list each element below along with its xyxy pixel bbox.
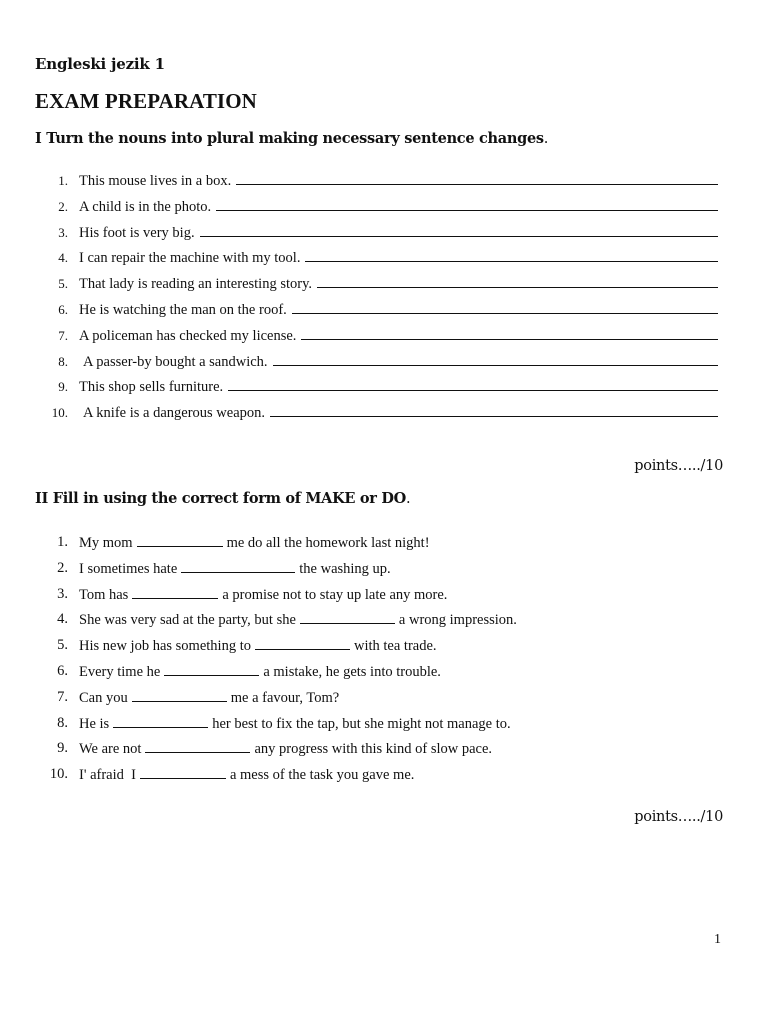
item-text-after: a mistake, he gets into trouble.	[263, 663, 441, 680]
item-text: A passer-by bought a sandwich.	[83, 353, 268, 370]
item-number: 4.	[57, 611, 68, 628]
list-item	[0, 248, 768, 274]
item-number: 5.	[57, 637, 68, 654]
section2-instruction	[35, 490, 410, 507]
item-sentence	[79, 739, 718, 758]
answer-line[interactable]	[270, 403, 718, 417]
item-text-before: Can you	[79, 689, 128, 706]
item-sentence	[79, 197, 718, 216]
section1-list	[0, 171, 768, 429]
item-sentence	[79, 688, 718, 707]
answer-line[interactable]	[216, 197, 718, 211]
item-sentence	[79, 274, 718, 293]
answer-blank[interactable]	[132, 688, 227, 702]
item-text: That lady is reading an interesting story.	[79, 276, 313, 293]
list-item	[0, 688, 768, 714]
item-sentence	[79, 585, 718, 604]
item-text: His foot is very big.	[79, 224, 195, 241]
item-text-after: a wrong impression.	[398, 612, 517, 629]
item-text-before: His new job has something to	[79, 638, 251, 655]
list-item	[0, 765, 768, 791]
item-number: 10.	[49, 766, 68, 783]
item-text-after: a promise not to stay up late any more.	[222, 586, 448, 603]
item-sentence	[79, 636, 718, 655]
item-text-before: My mom	[79, 535, 133, 551]
item-sentence	[79, 223, 718, 242]
list-item	[0, 636, 768, 662]
answer-blank[interactable]	[164, 662, 259, 676]
item-sentence	[79, 610, 718, 629]
item-text: A child is in the photo.	[79, 198, 212, 215]
item-number: 7.	[58, 327, 68, 343]
list-item	[0, 326, 768, 352]
list-item	[0, 403, 768, 429]
section1-instruction-text: I Turn the nouns into plural making necessary sentence changes	[35, 130, 544, 147]
answer-line[interactable]	[236, 171, 718, 185]
answer-blank[interactable]	[113, 714, 208, 728]
item-text: This shop sells furniture.	[79, 379, 224, 396]
item-sentence	[79, 533, 718, 552]
item-number: 9.	[58, 379, 68, 395]
item-text-before: He is	[79, 715, 110, 732]
item-number: 1.	[57, 534, 68, 550]
answer-blank[interactable]	[140, 765, 226, 779]
item-text: A policeman has checked my license.	[79, 327, 297, 344]
item-number: 1.	[58, 173, 68, 188]
course-name: Engleski jezik 1	[35, 55, 165, 73]
answer-line[interactable]	[317, 274, 718, 288]
section2-points: points…../10	[634, 809, 723, 825]
page-number: 1	[714, 932, 721, 947]
item-text-after: me a favour, Tom?	[230, 689, 340, 706]
answer-blank[interactable]	[300, 610, 395, 624]
item-number: 6.	[58, 301, 68, 317]
item-number: 4.	[58, 250, 68, 266]
section1-instruction	[35, 130, 548, 147]
item-number: 6.	[57, 662, 68, 679]
answer-line[interactable]	[305, 248, 718, 262]
answer-blank[interactable]	[255, 636, 350, 650]
item-sentence	[79, 300, 718, 319]
answer-line[interactable]	[200, 223, 718, 237]
item-sentence	[79, 559, 718, 578]
item-number: 10.	[51, 405, 68, 421]
answer-line[interactable]	[292, 300, 718, 314]
item-number: 2.	[58, 198, 68, 214]
item-number: 9.	[57, 740, 68, 757]
section2-list	[0, 533, 768, 791]
item-text-after: her best to fix the tap, but she might not manage to.	[212, 715, 511, 732]
item-sentence	[83, 403, 718, 422]
list-item	[0, 300, 768, 326]
answer-line[interactable]	[228, 377, 718, 391]
item-number: 3.	[58, 224, 68, 240]
item-text: I can repair the machine with my tool.	[79, 250, 301, 267]
item-number: 8.	[57, 714, 68, 731]
answer-blank[interactable]	[181, 559, 295, 573]
item-text-after: with tea trade.	[353, 638, 437, 655]
item-text-after: a mess of the task you gave me.	[229, 767, 415, 784]
item-number: 8.	[58, 353, 68, 369]
item-text-before: I sometimes hate	[79, 560, 178, 577]
item-number: 7.	[57, 688, 68, 705]
item-text: He is watching the man on the roof.	[79, 301, 287, 318]
item-text-after: me do all the homework last night!	[226, 535, 430, 551]
item-text-after: any progress with this kind of slow pace.	[254, 741, 493, 758]
item-sentence	[79, 377, 718, 396]
item-text-before: She was very sad at the party, but she	[79, 612, 296, 629]
item-text-before: I' afraid I	[79, 767, 136, 784]
item-sentence	[79, 171, 718, 190]
list-item	[0, 171, 768, 197]
item-number: 5.	[58, 276, 68, 292]
item-text-after: the washing up.	[299, 560, 391, 577]
list-item	[0, 585, 768, 611]
item-sentence	[79, 765, 718, 784]
list-item	[0, 559, 768, 585]
page-title: EXAM PREPARATION	[35, 89, 257, 113]
list-item	[0, 223, 768, 249]
item-number: 3.	[57, 585, 68, 602]
list-item	[0, 739, 768, 765]
item-sentence	[79, 326, 718, 345]
section1-instruction-period: .	[543, 131, 549, 147]
section2-instruction-text: II Fill in using the correct form of MAKE or DO	[35, 490, 406, 507]
section2-instruction-period: .	[405, 491, 411, 507]
list-item	[0, 197, 768, 223]
item-text: A knife is a dangerous weapon.	[83, 405, 266, 422]
answer-line[interactable]	[273, 352, 718, 366]
answer-line[interactable]	[301, 326, 718, 340]
item-text-before: Every time he	[79, 663, 161, 680]
list-item	[0, 533, 768, 559]
answer-blank[interactable]	[137, 533, 223, 547]
list-item	[0, 274, 768, 300]
item-sentence	[79, 662, 718, 681]
list-item	[0, 377, 768, 403]
list-item	[0, 662, 768, 688]
list-item	[0, 714, 768, 740]
item-text: This mouse lives in a box.	[79, 173, 232, 189]
item-number: 2.	[57, 559, 68, 576]
list-item	[0, 352, 768, 378]
list-item	[0, 610, 768, 636]
answer-blank[interactable]	[132, 585, 218, 599]
item-text-before: We are not	[79, 741, 142, 758]
answer-blank[interactable]	[145, 739, 250, 753]
item-sentence	[83, 352, 718, 371]
section1-points: points…../10	[634, 458, 723, 474]
item-text-before: Tom has	[79, 586, 129, 603]
item-sentence	[79, 248, 718, 267]
item-sentence	[79, 714, 718, 733]
